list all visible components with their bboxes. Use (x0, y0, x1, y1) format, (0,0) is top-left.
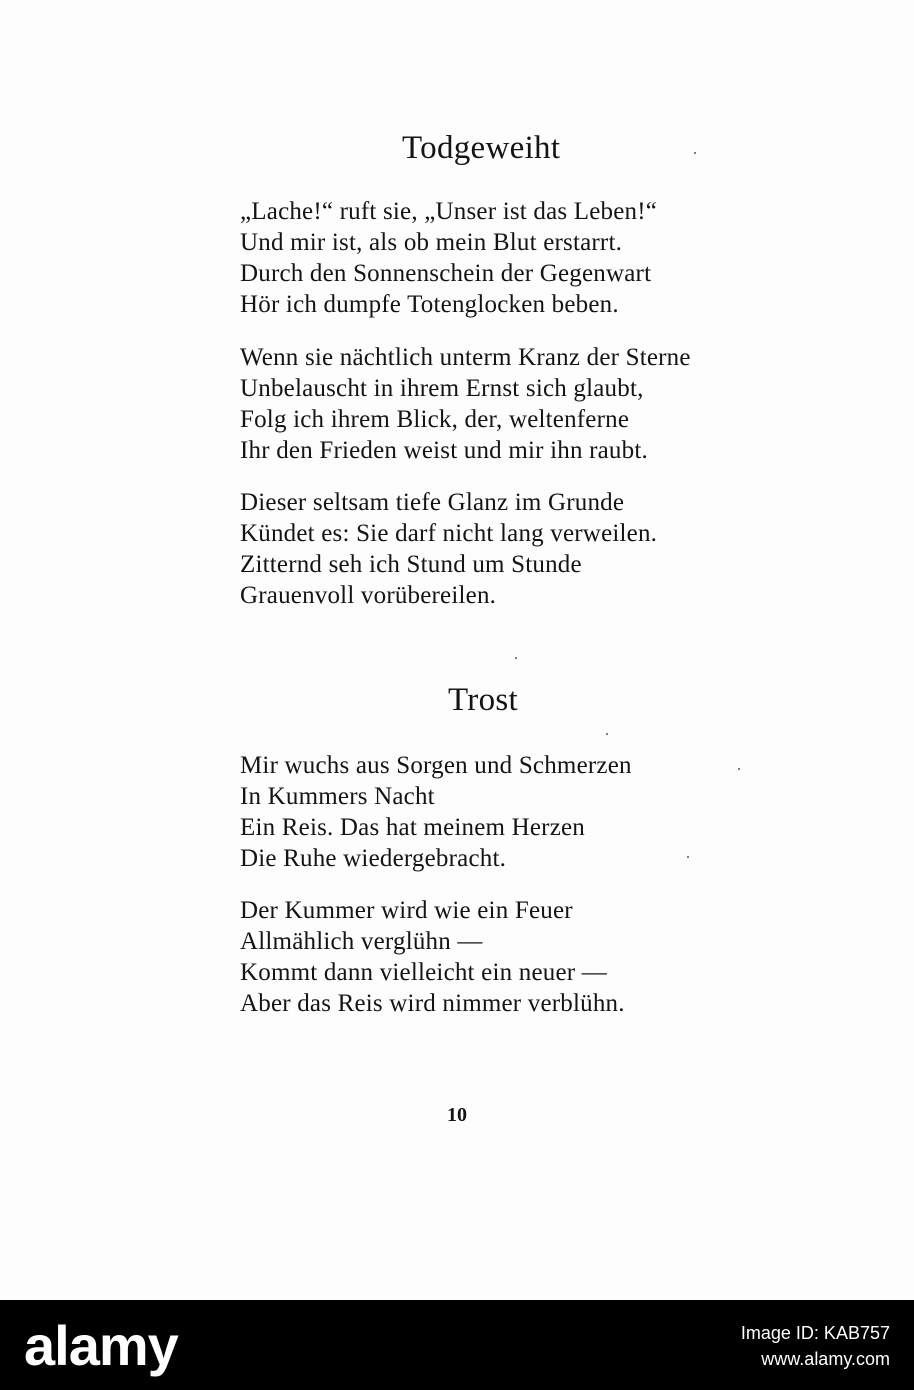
verse-line: Mir wuchs aus Sorgen und Schmerzen (240, 752, 632, 779)
verse-line: „Lache!“ ruft sie, „Unser ist das Leben!“ (240, 198, 658, 225)
verse-line: Durch den Sonnenschein der Gegenwart (240, 260, 652, 287)
alamy-logo: alamy (24, 1313, 178, 1377)
verse-line: Kündet es: Sie darf nicht lang verweilen. (240, 520, 658, 547)
stanza-2 (240, 342, 691, 466)
verse-line: Wenn sie nächtlich unterm Kranz der Sterne (240, 344, 691, 371)
verse-line: Der Kummer wird wie ein Feuer (240, 897, 573, 924)
scan-speck (606, 733, 608, 735)
scan-speck (738, 768, 740, 770)
scan-speck (515, 657, 517, 659)
stock-meta (741, 1320, 890, 1372)
verse-line: Die Ruhe wiedergebracht. (240, 845, 507, 872)
verse-line: Ein Reis. Das hat meinem Herzen (240, 814, 585, 841)
stanza-3 (240, 487, 657, 611)
site-url: www.alamy.com (761, 1349, 890, 1369)
stanza-5 (240, 895, 625, 1019)
verse-line: In Kummers Nacht (240, 783, 435, 810)
stock-footer (0, 1300, 914, 1390)
scan-speck (694, 152, 696, 154)
verse-line: Und mir ist, als ob mein Blut erstarrt. (240, 229, 623, 256)
verse-line: Dieser seltsam tiefe Glanz im Grunde (240, 489, 625, 516)
verse-line: Kommt dann vielleicht ein neuer — (240, 959, 607, 986)
scan-speck (687, 856, 689, 858)
stanza-4 (240, 750, 632, 874)
poem-title-trost: Trost (448, 682, 518, 718)
verse-line: Unbelauscht in ihrem Ernst sich glaubt, (240, 375, 644, 402)
verse-line: Hör ich dumpfe Totenglocken beben. (240, 291, 619, 318)
page-number: 10 (447, 1104, 467, 1126)
verse-line: Folg ich ihrem Blick, der, weltenferne (240, 406, 630, 433)
stanza-1 (240, 196, 657, 320)
verse-line: Grauenvoll vorübereilen. (240, 582, 497, 609)
verse-line: Allmählich verglühn — (240, 928, 483, 955)
poem-title-todgeweiht: Todgeweiht (402, 130, 561, 166)
verse-line: Aber das Reis wird nimmer verblühn. (240, 990, 625, 1017)
image-id: Image ID: KAB757 (740, 1323, 890, 1343)
verse-line: Zitternd seh ich Stund um Stunde (240, 551, 582, 578)
verse-line: Ihr den Frieden weist und mir ihn raubt. (240, 437, 648, 464)
